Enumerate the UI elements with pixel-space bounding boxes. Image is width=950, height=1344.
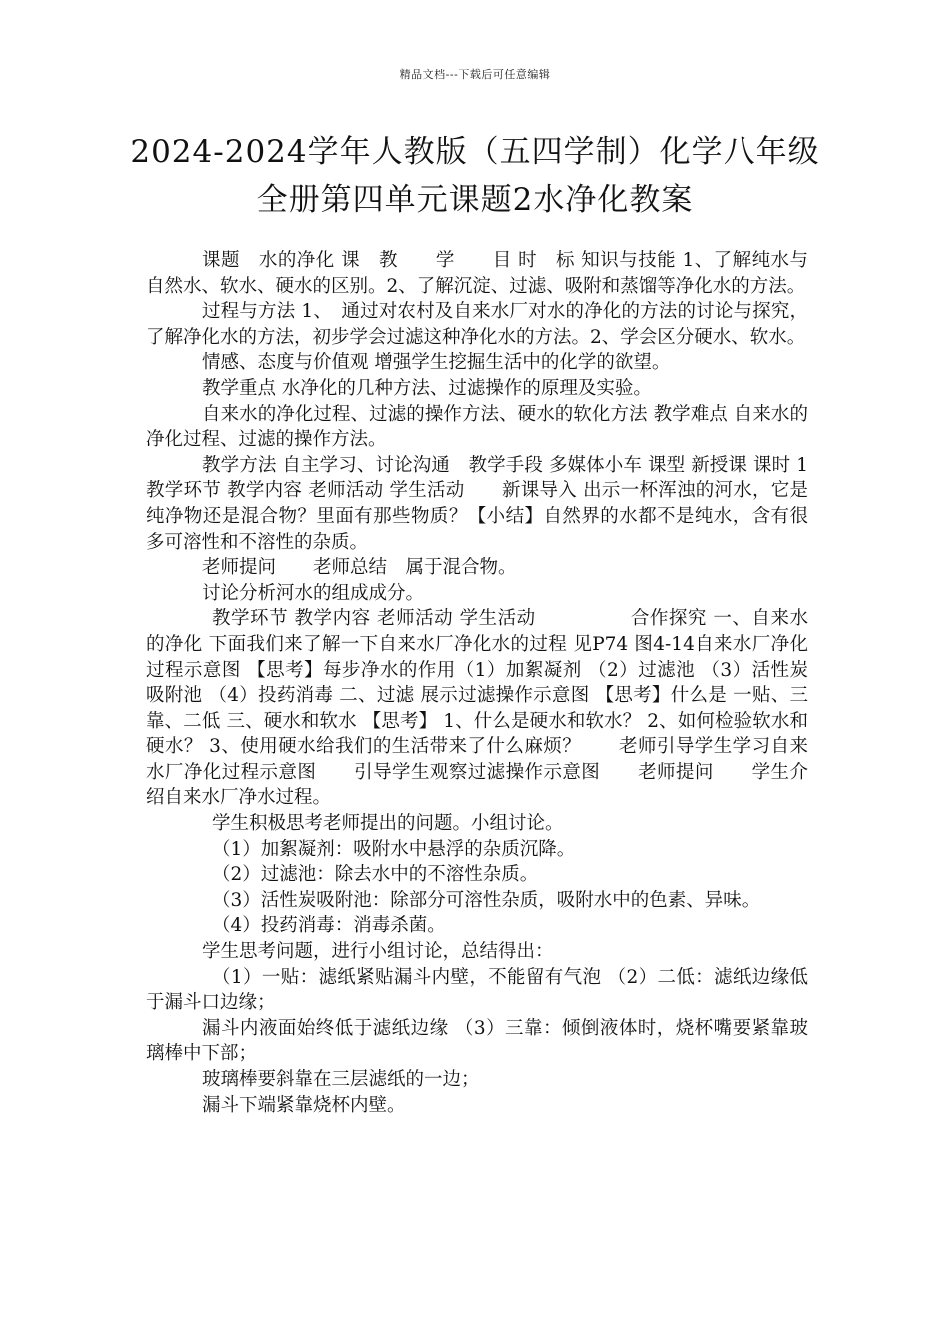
paragraph-teacher-summary: 老师提问 老师总结 属于混合物。 xyxy=(202,557,517,579)
paragraph-group-summary: 学生思考问题，进行小组讨论，总结得出： xyxy=(202,941,554,963)
paragraph-step-3: （3）活性炭吸附池：除部分可溶性杂质，吸附水中的色素、异味。 xyxy=(212,889,761,911)
paragraph-objectives: 课题 水的净化 课 教 学 目 时 标 知识与技能 1、了解纯水与自然水、软水、硬水的区别。2、了解沉淀、过滤、吸附和蒸馏等净化水的方法。 xyxy=(146,250,808,297)
paragraph-emotion-values: 情感、态度与价值观 增强学生挖掘生活中的化学的欲望。 xyxy=(202,352,671,374)
paragraph-student-thinking: 学生积极思考老师提出的问题。小组讨论。 xyxy=(212,813,564,835)
document-title: 2024-2024学年人教版（五四学制）化学八年级全册第四单元课题2水净化教案 xyxy=(130,134,820,218)
paragraph-cooperative-inquiry: 教学环节 教学内容 老师活动 学生活动 合作探究 一、自来水的净化 下面我们来了解一下自来水厂净化水的过程 见P74 图4-14自来水厂净化过程示意图 【思考】每步净水的作用（1）加絮凝剂 （2）过滤池 （3）活性炭吸附池 （4）投药消毒 二、过滤 展示过滤操作示意图 【思考】什么是 一贴、三靠、二低 三、硬水和软水 【思考】 1、什么是硬水和软水？ 2、如何检验软水和硬水？ 3、使用硬水给我们的生活带来了什么麻烦？ 老师引导学生学习自来水厂净化过程示意图 引导学生观察过滤操作示意图 老师提问 学生介绍自来水厂净水过程。 xyxy=(146,608,808,809)
paragraph-step-1: （1）加絮凝剂：吸附水中悬浮的杂质沉降。 xyxy=(212,838,576,860)
paragraph-process-method: 过程与方法 1、 通过对农村及自来水厂对水的净化的方法的讨论与探究，了解净化水的方法，初步学会过滤这种净化水的方法。2、学会区分硬水、软水。 xyxy=(146,301,808,348)
paragraph-step-4: （4）投药消毒：消毒杀菌。 xyxy=(212,915,446,937)
page-header: 精品文档---下载后可任意编辑 xyxy=(399,68,551,81)
paragraph-discussion: 讨论分析河水的组成成分。 xyxy=(202,582,425,604)
paragraph-step-2: （2）过滤池：除去水中的不溶性杂质。 xyxy=(212,864,539,886)
paragraph-difficult-points: 自来水的净化过程、过滤的操作方法、硬水的软化方法 教学难点 自来水的净化过程、过滤的操作方法。 xyxy=(146,403,808,451)
paragraph-filter-rule-1: （1）一贴：滤纸紧贴漏斗内壁，不能留有气泡 （2）二低：滤纸边缘低于漏斗口边缘； xyxy=(146,966,808,1014)
paragraph-filter-rule-4: 漏斗下端紧靠烧杯内壁。 xyxy=(202,1094,406,1116)
paragraph-key-points: 教学重点 水净化的几种方法、过滤操作的原理及实验。 xyxy=(202,377,652,399)
paragraph-filter-rule-2: 漏斗内液面始终低于滤纸边缘 （3）三靠：倾倒液体时，烧杯嘴要紧靠玻璃棒中下部； xyxy=(146,1017,808,1065)
document-body xyxy=(146,248,808,1118)
paragraph-filter-rule-3: 玻璃棒要斜靠在三层滤纸的一边； xyxy=(202,1069,480,1090)
paragraph-teaching-method: 教学方法 自主学习、讨论沟通 教学手段 多媒体小车 课型 新授课 课时 1 教学环节 教学内容 老师活动 学生活动 新课导入 出示一杯浑浊的河水，它是纯净物还是混合物？里面有那些物质？【小结】自然界的水都不是纯水，含有很多可溶性和不溶性的杂质。 xyxy=(146,454,808,553)
